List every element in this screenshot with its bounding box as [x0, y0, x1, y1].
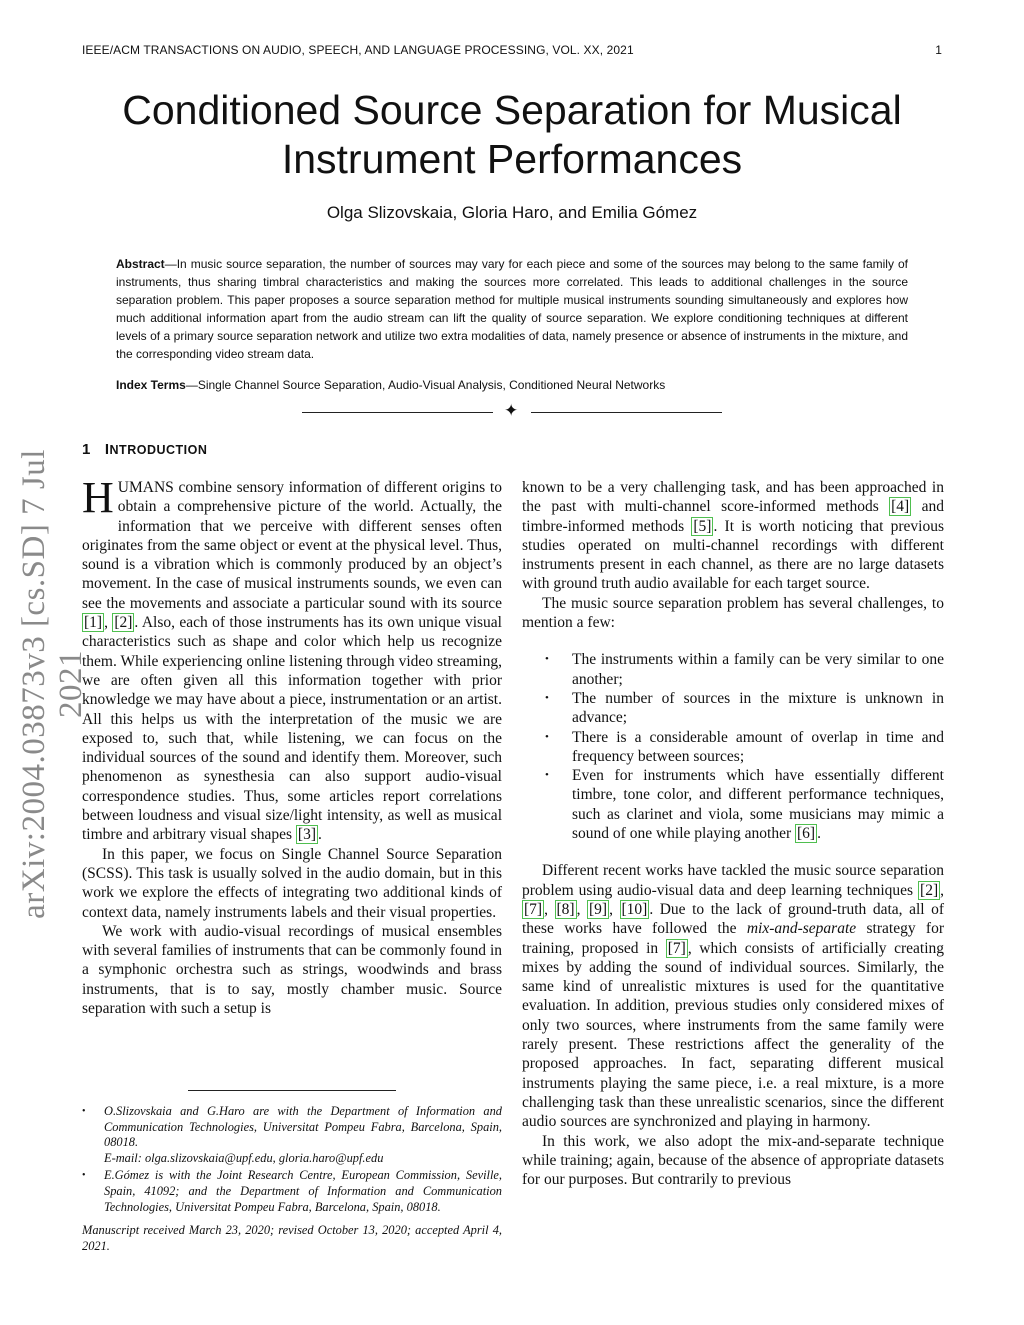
list-item-text: The instruments within a family can be very similar to one another;	[572, 651, 944, 688]
citation-link[interactable]: [10]	[621, 900, 648, 918]
bullet-icon: •	[82, 1106, 86, 1117]
citation-link[interactable]: [2]	[920, 881, 939, 899]
citation-link[interactable]: [8]	[556, 900, 575, 918]
citation-link[interactable]: [7]	[667, 939, 686, 957]
index-terms-text: —Single Channel Source Separation, Audio-Visual Analysis, Conditioned Neural Networks	[185, 378, 666, 392]
footnote-affiliation-1	[82, 1104, 502, 1166]
list-item	[545, 689, 944, 728]
bullet-icon: •	[545, 653, 549, 666]
arxiv-stamp: arXiv:2004.03873v3 [cs.SD] 7 Jul 2021	[16, 449, 89, 919]
spacer	[522, 843, 944, 861]
text-run: ,	[544, 900, 555, 918]
body-paragraph-3	[522, 861, 944, 1131]
list-item-text: There is a considerable amount of overlap in time and frequency between sources;	[572, 728, 944, 765]
first-word: UMANS	[117, 479, 174, 496]
text-run: .	[817, 825, 821, 843]
citation-link[interactable]: [4]	[891, 498, 910, 516]
text-run: Different recent works have tackled the music source separation problem using audio-visual data and deep learning techniques	[522, 862, 944, 899]
text-run: and timbre-informed methods	[522, 498, 944, 535]
emphasis-mix-and-separate: mix-and-separate	[746, 920, 857, 938]
text-run: ,	[576, 900, 587, 918]
text-run: ,	[104, 614, 113, 632]
citation-link[interactable]: [3]	[297, 826, 316, 844]
text-run: ,	[609, 900, 620, 918]
footnote-email: E-mail: olga.slizovskaia@upf.edu, gloria.haro@upf.edu	[104, 1150, 384, 1165]
index-terms-label: Index Terms	[116, 378, 186, 392]
authors: Olga Slizovskaia, Gloria Haro, and Emilia Gómez	[326, 203, 698, 222]
manuscript-dates: Manuscript received March 23, 2020; revised October 13, 2020; accepted April 4, 2021.	[82, 1223, 502, 1253]
abstract-label: Abstract	[116, 257, 165, 271]
intro-paragraph-3: We work with audio-visual recordings of musical ensembles with several families of instruments that can be commonly found in a symphonic orchestra such as strings, woodwinds and brass instruments, that is to say, mostly chamber music. Source separation with such a setup is	[82, 922, 502, 1018]
running-head	[82, 43, 942, 57]
separator-rule-left	[302, 412, 493, 413]
spacer	[522, 632, 944, 650]
separator-rule-right	[531, 412, 722, 413]
citation-link[interactable]: [5]	[693, 517, 712, 535]
body-paragraph-2: The music source separation problem has several challenges, to mention a few:	[522, 594, 944, 632]
bullet-icon: •	[82, 1170, 86, 1182]
abstract-text: —In music source separation, the number of sources may vary for each piece and some of the sources may belong to the same family of instruments, thus sharing timbral characteristics and making the sources more correlated. This leads to additional challenges in the source separation problem. This paper proposes a source separation method for multiple musical instruments sounding simultaneously and explores how much additional information apart from the audio stream can lift the quality of source separation. We explore conditioning techniques at different levels of a primary source separation network and utilize two extra modalities of data, namely presence or absence of instruments in the mixture, and the corresponding video stream data.	[116, 257, 908, 361]
list-item	[545, 650, 944, 689]
footnote-text: O.Slizovskaia and G.Haro are with the Department of Information and Communication Technologies, Universitat Pompeu Fabra, Barcelona, Spain, 08018.	[104, 1104, 502, 1150]
text-run: . Also, each of those instruments has its own unique visual characteristics such as shape and color which help us recognize them. While experiencing online listening through video streaming, we are often given all this information together with prior knowledge we may have about a piece, instrumentation or an artist. All this helps us with the interpretation of the music we are exposed to, such that, while listening, we can focus on the individual sources of the sound and identify them. Moreover, such phenomenon as synesthesia can also support audio-visual correspondence studies. Thus, some articles report correlations between loudness and visual size/light intensity, as well as musical timbre and arbitrary visual shapes	[82, 614, 502, 844]
list-item	[545, 728, 944, 767]
bullet-icon: •	[545, 769, 549, 782]
intro-paragraph-2: In this paper, we focus on Single Channel Source Separation (SCSS). This task is usually solved in the audio domain, but in this work we explore the effects of integrating two additional kinds of context data, namely instruments labels and their visual properties.	[82, 845, 502, 921]
text-run: ,	[940, 881, 944, 899]
footnotes	[82, 1104, 502, 1254]
list-item	[545, 766, 944, 843]
intro-paragraph-1	[82, 473, 502, 845]
index-terms	[116, 376, 908, 394]
footnote-rule	[188, 1090, 396, 1091]
text-run: strategy for training, proposed in	[522, 920, 945, 957]
separator-diamond-icon: ✦	[504, 401, 519, 421]
paper-title	[60, 86, 964, 184]
challenges-list	[522, 650, 944, 843]
citation-link[interactable]: [1]	[84, 614, 103, 632]
text-run: .	[318, 826, 322, 844]
dropcap: H	[82, 473, 114, 522]
bullet-icon: •	[545, 730, 549, 743]
footnote-text: E.Gómez is with the Joint Research Centre, European Commission, Seville, Spain, 41092; and the Department of Information and Communication Technologies, Universitat Pompeu Fabra, Barcelona, Spain, 08018.	[104, 1168, 502, 1214]
section-number: 1	[82, 441, 91, 458]
footnote-affiliation-2	[82, 1168, 502, 1215]
bullet-icon: •	[545, 691, 549, 704]
body-paragraph-1	[522, 478, 944, 594]
section-title-rest: NTRODUCTION	[109, 443, 208, 457]
text-run: . Due to the lack of ground-truth data, all of these works have followed the	[522, 900, 945, 938]
citation-link[interactable]: [6]	[796, 825, 816, 843]
page-number: 1	[935, 43, 942, 57]
citation-link[interactable]: [7]	[524, 900, 543, 918]
abstract	[116, 255, 908, 363]
list-item-text: The number of sources in the mixture is unknown in advance;	[572, 689, 944, 727]
text-run: known to be a very challenging task, and has been approached in the past with multi-channel score-informed methods	[522, 479, 944, 516]
right-column	[522, 478, 944, 1189]
list-item-text: Even for instruments which have essentially different timbre, tone color, and different performance techniques, such as clarinet and viola, some musicians may mimic a sound of one while playing another	[572, 767, 944, 843]
title-line-1: Conditioned Source Separation for Musical	[122, 87, 902, 133]
title-line-2: Instrument Performances	[281, 136, 743, 182]
left-column	[82, 473, 502, 1018]
text-run: combine sensory information of different origins to obtain a comprehensive picture of the world. Actually, the information that we perceive with different senses often originates from the same object or event at the physical level. Thus, sound is a vibration which is commonly produced by an object’s movement. In the case of musical instruments sounds, we even can see the movements and associate a particular sound with its source	[82, 479, 502, 612]
citation-link[interactable]: [2]	[114, 614, 133, 632]
journal-name: IEEE/ACM TRANSACTIONS ON AUDIO, SPEECH, AND LANGUAGE PROCESSING, VOL. XX, 2021	[82, 43, 634, 57]
citation-link[interactable]: [9]	[589, 900, 608, 918]
section-heading	[82, 441, 207, 458]
body-paragraph-4: In this work, we also adopt the mix-and-separate technique while training; again, because of the absence of appropriate datasets for our purposes. But contrarily to previous	[522, 1132, 944, 1189]
text-run: . It is worth noticing that previous studies operated on multi-channel recordings with different instruments present in each channel, as there are no large datasets with ground truth audio available for each target source.	[522, 517, 944, 593]
section-title-initial: I	[104, 441, 110, 458]
text-run: , which consists of artificially creating mixes by adding the sound of individual sources. Similarly, the same kind of unrealistic mixtures is used for the quantitative evaluation. In addition, previous studies only considered mixes of only two sources, where instruments from the same family were rarely present. These restrictions affect the generality of the proposed approaches. In fact, separating different musical instruments playing the same piece, i.e. a real mixture, is a more challenging task than these unrealistic scenarios, since the different audio sources are synchronized and playing in harmony.	[522, 939, 945, 1131]
